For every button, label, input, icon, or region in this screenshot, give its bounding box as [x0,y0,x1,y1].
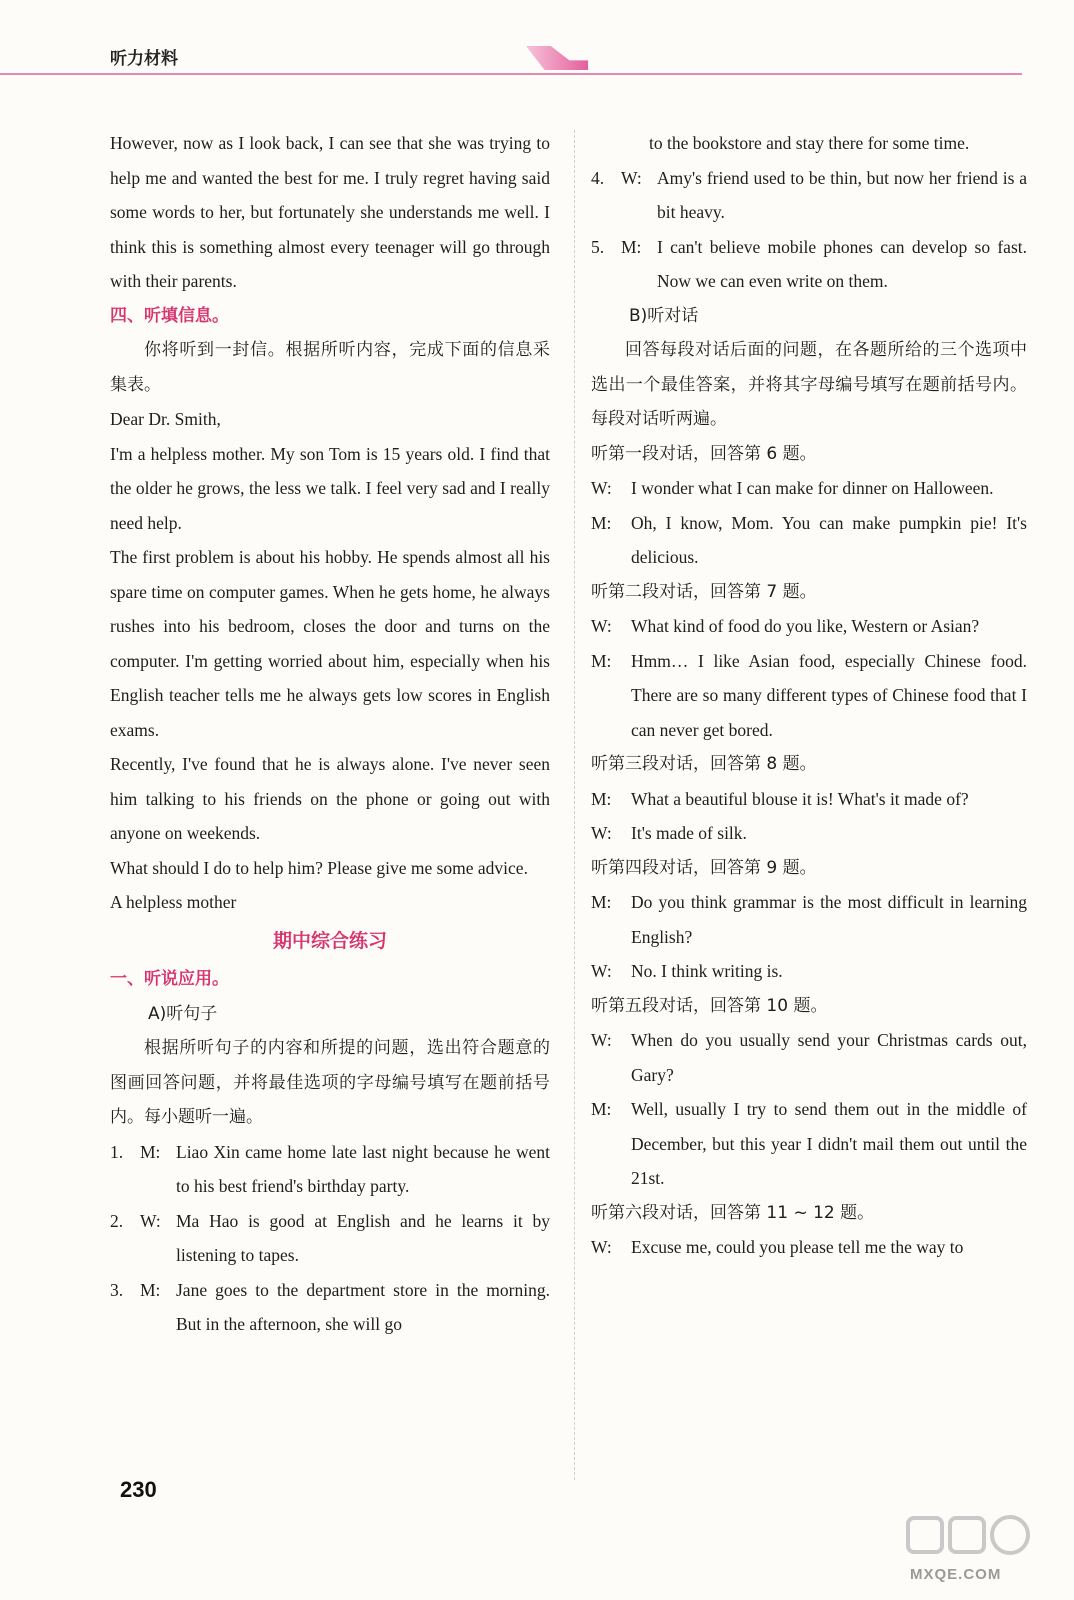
dialogue-line [591,471,1027,506]
dialogue-line [591,506,1027,575]
dialogue-line [591,954,1027,989]
item-text: Amy's friend used to be thin, but now her friend is a bit heavy. [657,167,1027,222]
list-item [110,1273,550,1342]
part-b-heading: B)听对话 [629,305,699,326]
dialogue-text: It's made of silk. [631,823,747,843]
column-divider [574,130,575,1480]
letter-paragraph-2: The first problem is about his hobby. He spends almost all his spare time on computer games. When he gets home, he always rushes into his bedroom, closes the door and turns on the computer. I'm getting worried about him, especially when his English teacher tells me he always gets low scores in English exams. [110,547,550,740]
speaker-label: M: [591,650,612,671]
header-decoration [526,46,588,70]
dialogue-line [591,1092,1027,1196]
letter-signoff: A helpless mother [110,892,237,912]
letter-greeting: Dear Dr. Smith, [110,409,221,429]
dialogue-text: What a beautiful blouse it is! What's it made of? [631,788,969,809]
dialogue-line [591,885,1027,954]
list-item [591,230,1027,299]
dialogue-text: Well, usually I try to send them out in the middle of December, but this year I didn't mail them out until the 21st. [631,1099,1027,1188]
speaker-label: M: [591,892,612,912]
part-b-instruction: 回答每段对话后面的问题，在各题所给的三个选项中选出一个最佳答案，并将其字母编号填写在题前括号内。每段对话听两遍。 [591,340,1027,429]
item-text: I can't believe mobile phones can develop so fast. Now we can even write on them. [657,236,1027,291]
list-item [110,1204,550,1273]
dialogue-line [591,782,1027,817]
page-number: 230 [120,1477,157,1502]
speaker-label: M: [621,236,642,257]
item-number: 1. [110,1141,124,1162]
item-text: Ma Hao is good at English and he learns it by listening to tapes. [176,1210,550,1265]
dialogue-label: 听第四段对话，回答第 9 题。 [591,857,817,878]
item-number: 4. [591,167,605,188]
speaker-label: W: [621,167,642,188]
list-item [110,1135,550,1204]
dialogue-text: What kind of food do you like, Western or Asian? [631,616,980,636]
dialogue-line [591,1023,1027,1092]
header-rule [0,73,1022,75]
dialogue-label: 听第五段对话，回答第 10 题。 [591,995,828,1016]
dialogue-text: I wonder what I can make for dinner on Halloween. [631,478,994,498]
speaker-label: W: [591,616,612,636]
speaker-label: W: [591,823,612,843]
speaker-label: M: [140,1279,161,1300]
item-text: Jane goes to the department store in the morning. But in the afternoon, she will go [176,1279,550,1334]
right-column [591,126,1027,1265]
part-a-instruction: 根据所听句子的内容和所提的问题，选出符合题意的图画回答问题，并将最佳选项的字母编号填写在题前括号内。每小题听一遍。 [110,1038,550,1127]
letter-intro-paragraph: However, now as I look back, I can see that she was trying to help me and wanted the best for me. I truly regret having said some words to her, but fortunately she understands me well. I think this is something almost every teenager will go through with their parents. [110,133,550,291]
speaker-label: W: [591,478,612,498]
section4-instruction: 你将听到一封信。根据所听内容，完成下面的信息采集表。 [110,340,550,395]
header-title: 听力材料 [110,49,178,69]
letter-paragraph-4: What should I do to help him? Please give me some advice. [110,857,528,878]
speaker-label: W: [591,1030,612,1050]
dialogue-line [591,644,1027,748]
item-number: 2. [110,1210,124,1231]
dialogue-label: 听第六段对话，回答第 11 ~ 12 题。 [591,1202,875,1223]
dialogue-label: 听第二段对话，回答第 7 题。 [591,581,817,602]
list-item [591,161,1027,230]
speaker-label: M: [591,1099,612,1119]
item-3-continuation: to the bookstore and stay there for some time. [649,133,970,153]
speaker-label: W: [591,961,612,981]
dialogue-text: No. I think writing is. [631,961,783,981]
speaker-label: W: [140,1210,161,1231]
dialogue-label: 听第一段对话，回答第 6 题。 [591,443,817,464]
midterm-title: 期中综合练习 [272,929,387,952]
dialogue-text: Oh, I know, Mom. You can make pumpkin pie! It's delicious. [631,512,1027,567]
dialogue-text: Excuse me, could you please tell me the way to [631,1237,964,1257]
section4-heading: 四、听填信息。 [110,305,229,326]
part1-heading: 一、听说应用。 [110,969,229,989]
dialogue-line [591,609,1027,644]
watermark-text: MXQE.COM [910,1566,1002,1583]
part-a-heading: A)听句子 [148,1003,218,1024]
dialogue-line [591,1230,1027,1265]
speaker-label: M: [140,1141,161,1162]
dialogue-text: When do you usually send your Christmas cards out, Gary? [631,1030,1027,1085]
letter-paragraph-3: Recently, I've found that he is always alone. I've never seen him talking to his friends on the phone or going out with anyone on weekends. [110,754,550,843]
left-column [110,126,550,1342]
item-number: 5. [591,236,605,257]
page-header [0,0,1074,80]
speaker-label: M: [591,512,612,533]
item-text: Liao Xin came home late last night because he went to his best friend's birthday party. [176,1141,550,1196]
speaker-label: W: [591,1237,612,1257]
dialogue-label: 听第三段对话，回答第 8 题。 [591,754,817,774]
letter-paragraph-1: I'm a helpless mother. My son Tom is 15 years old. I find that the older he grows, the less we talk. I feel very sad and I really need help. [110,443,550,533]
dialogue-line [591,816,1027,851]
item-number: 3. [110,1279,124,1300]
dialogue-text: Hmm… I like Asian food, especially Chinese food. There are so many different types of Chinese food that I can never get bored. [631,650,1027,740]
dialogue-text: Do you think grammar is the most difficult in learning English? [631,892,1027,947]
speaker-label: M: [591,788,612,809]
